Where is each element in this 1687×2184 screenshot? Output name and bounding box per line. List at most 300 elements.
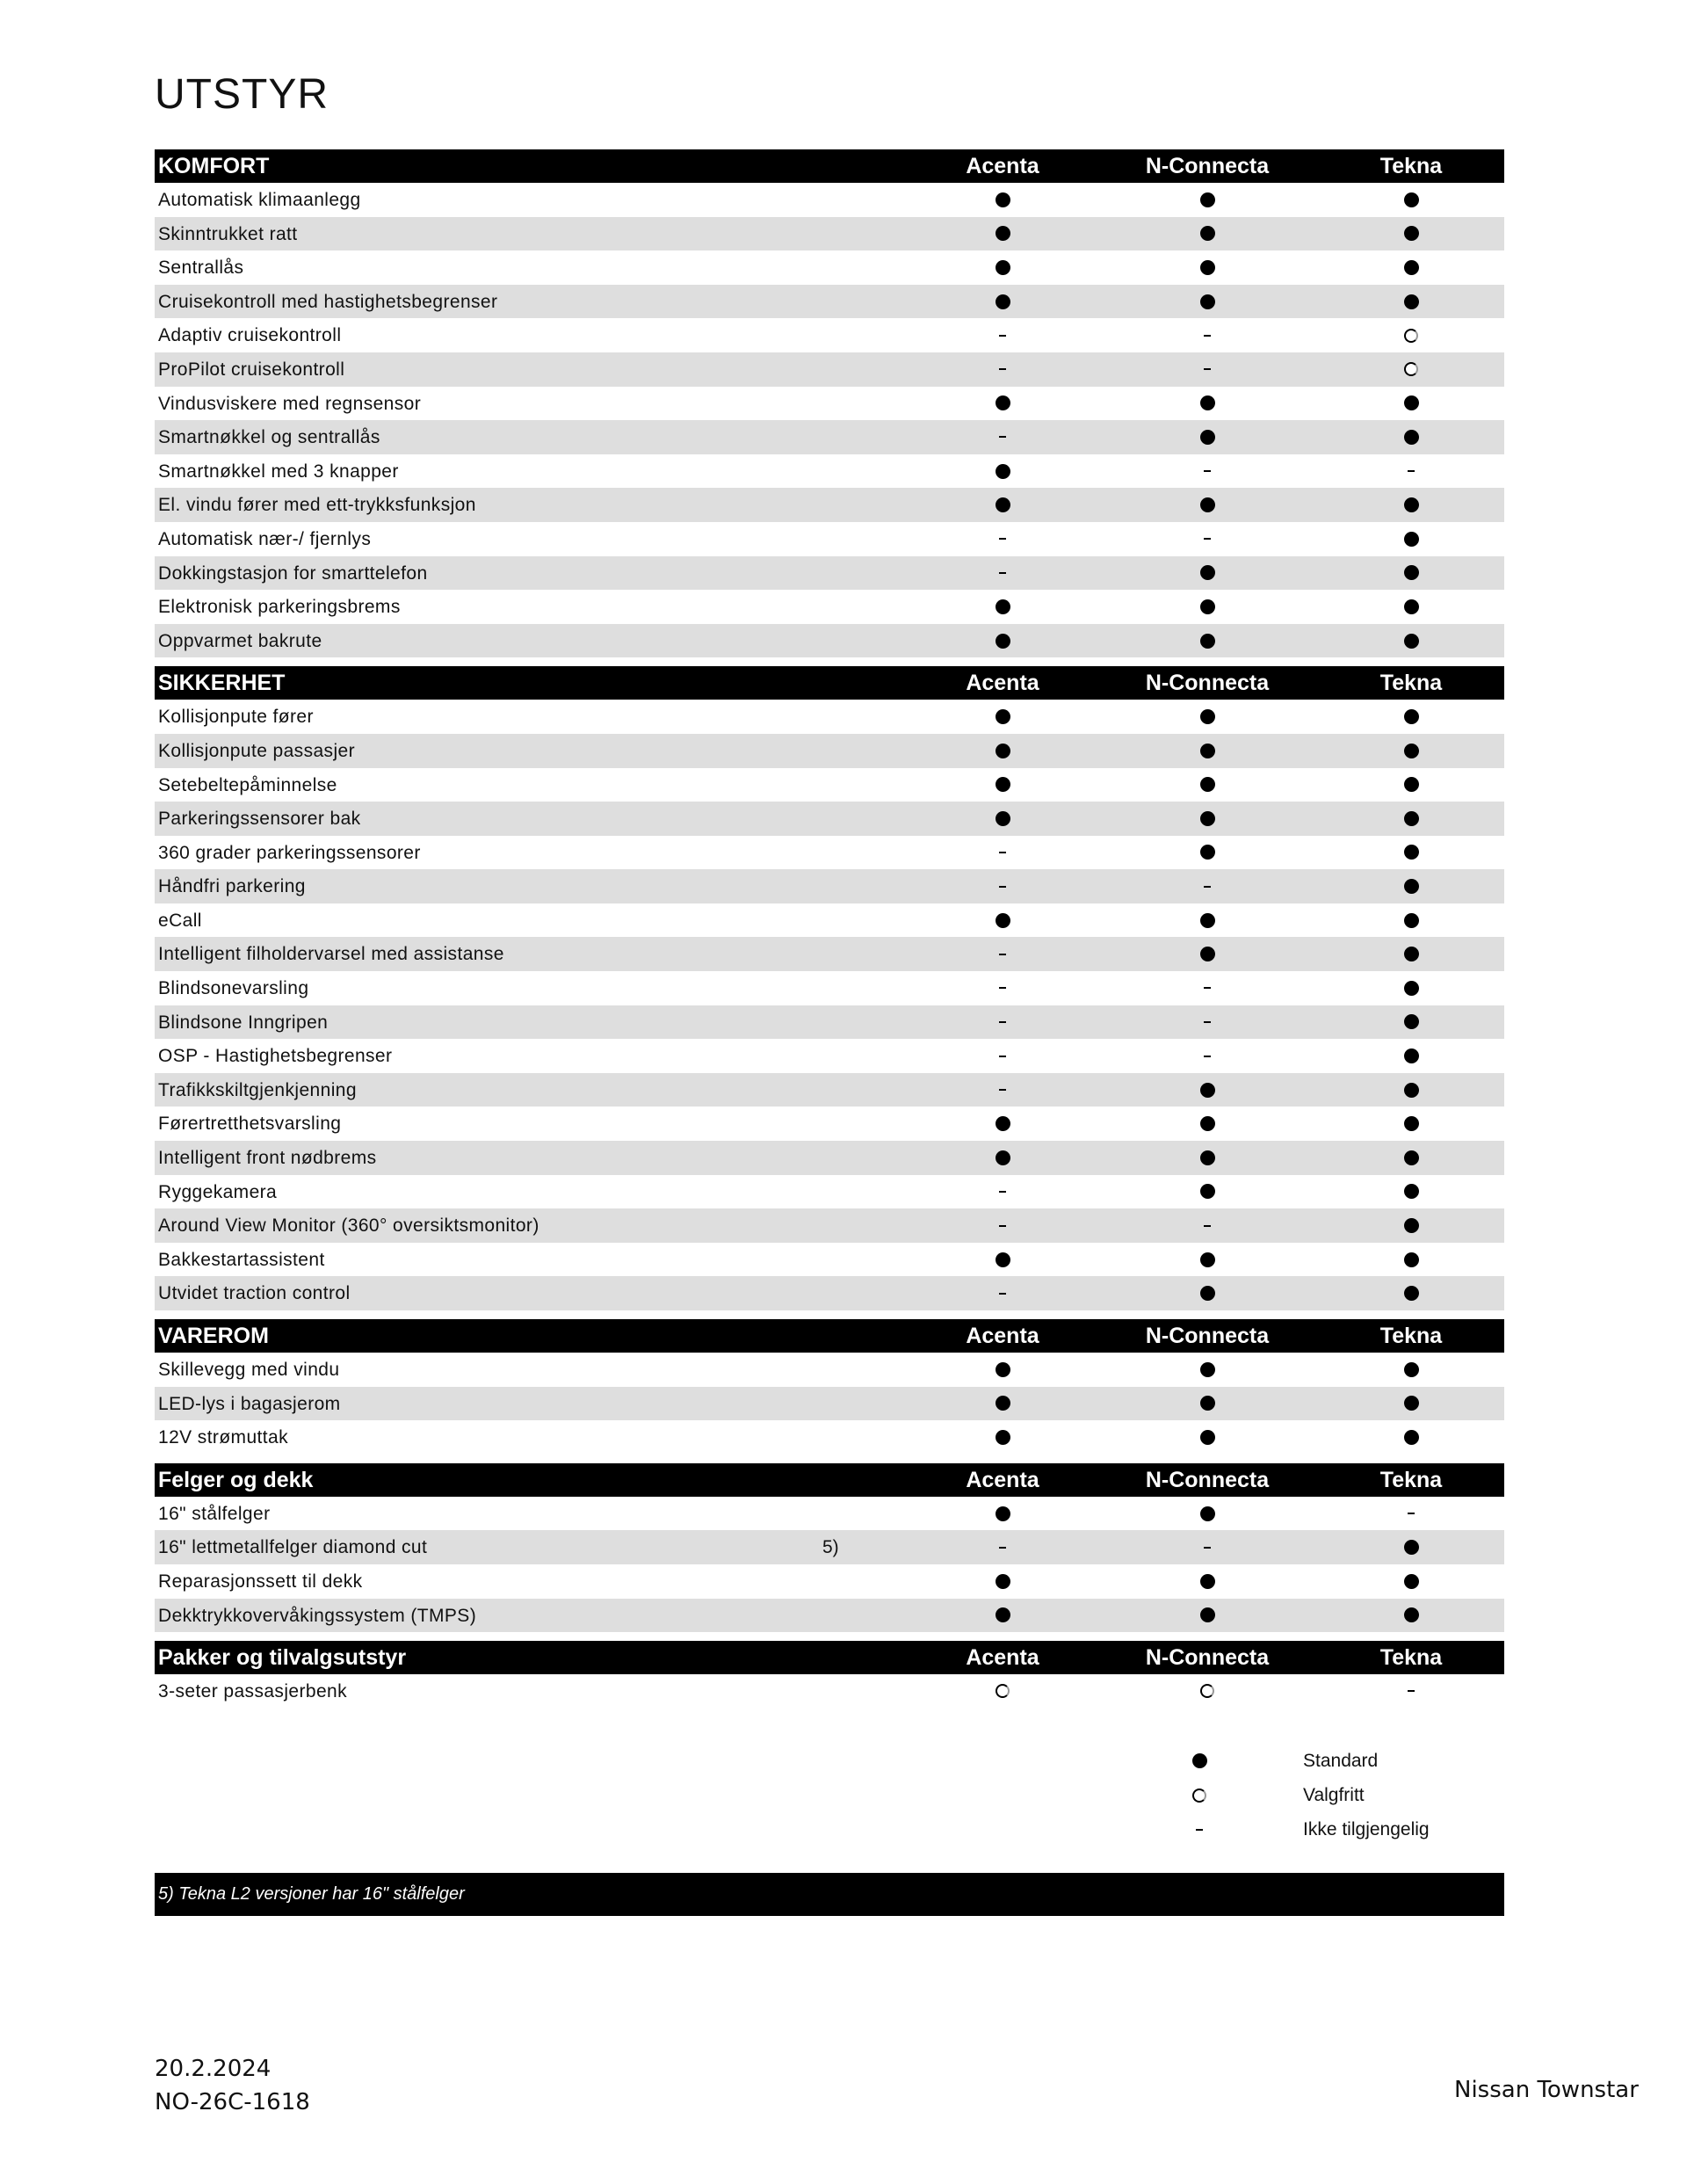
availability-cell: [928, 836, 1077, 870]
availability-cell: [1336, 1005, 1486, 1040]
availability-cell: [1128, 1353, 1286, 1387]
standard-icon: [1404, 1540, 1419, 1555]
standard-icon: [996, 1607, 1010, 1622]
availability-cell: [928, 352, 1077, 387]
standard-icon: [1404, 1014, 1419, 1029]
standard-icon: [1404, 226, 1419, 241]
table-row: [155, 1420, 1504, 1455]
na-icon: [999, 436, 1006, 438]
standard-icon: [1200, 1430, 1215, 1445]
availability-cell: [928, 318, 1077, 352]
section-title: Felger og dekk: [158, 1467, 314, 1492]
table-row: [155, 488, 1504, 522]
table-row: [155, 352, 1504, 387]
availability-cell: [1336, 1276, 1486, 1310]
availability-cell: [928, 1564, 1077, 1599]
na-icon: [1204, 1056, 1211, 1057]
availability-cell: [928, 1530, 1077, 1564]
column-header: Acenta: [966, 671, 1039, 696]
legend-mark: [1184, 1744, 1214, 1778]
availability-cell: [1336, 352, 1486, 387]
table-row: [155, 869, 1504, 903]
availability-cell: [1336, 1243, 1486, 1277]
standard-icon: [1200, 1574, 1215, 1589]
feature-label: Automatisk nær-/ fjernlys: [158, 528, 372, 549]
feature-label: El. vindu fører med ett-trykksfunksjon: [158, 495, 476, 516]
section: [155, 666, 1504, 1310]
availability-cell: [1128, 1420, 1286, 1455]
section-title: Pakker og tilvalgsutstyr: [158, 1645, 407, 1671]
feature-note: 5): [822, 1537, 839, 1558]
standard-icon: [1404, 430, 1419, 445]
availability-cell: [1128, 1107, 1286, 1141]
standard-icon: [996, 709, 1010, 724]
legend-item: [1142, 1812, 1511, 1847]
na-icon: [1204, 1547, 1211, 1549]
availability-cell: [1128, 1276, 1286, 1310]
page-title: UTSTYR: [155, 71, 329, 118]
availability-cell: [928, 1276, 1077, 1310]
column-header: Acenta: [966, 1467, 1039, 1492]
feature-label: Cruisekontroll med hastighetsbegrenser: [158, 291, 498, 312]
table-row: [155, 802, 1504, 836]
availability-cell: [1128, 734, 1286, 768]
na-icon: [1204, 368, 1211, 370]
standard-icon: [996, 777, 1010, 792]
standard-icon: [1404, 634, 1419, 649]
table-row: [155, 1564, 1504, 1599]
table-row: [155, 1073, 1504, 1107]
na-icon: [999, 886, 1006, 888]
availability-cell: [1128, 802, 1286, 836]
table-row: [155, 700, 1504, 734]
availability-cell: [1128, 903, 1286, 938]
availability-cell: [1128, 1530, 1286, 1564]
availability-cell: [928, 1497, 1077, 1531]
na-icon: [999, 1089, 1006, 1091]
column-header: Tekna: [1379, 671, 1443, 696]
feature-label: Setebeltepåminnelse: [158, 774, 337, 795]
availability-cell: [1128, 1599, 1286, 1633]
table-row: [155, 1530, 1504, 1564]
feature-label: 360 grader parkeringssensorer: [158, 842, 421, 863]
na-icon: [1204, 538, 1211, 540]
availability-cell: [1336, 1674, 1486, 1709]
standard-icon: [1404, 811, 1419, 826]
standard-icon: [1404, 845, 1419, 860]
column-header: N-Connecta: [1145, 671, 1270, 696]
feature-label: Vindusviskere med regnsensor: [158, 393, 422, 414]
section-header: [155, 666, 1504, 700]
table-row: [155, 1039, 1504, 1073]
table-row: [155, 1353, 1504, 1387]
standard-icon: [1200, 565, 1215, 580]
standard-icon: [1404, 1396, 1419, 1411]
availability-cell: [1128, 318, 1286, 352]
feature-label: Håndfri parkering: [158, 876, 306, 897]
availability-cell: [928, 454, 1077, 489]
standard-icon: [1200, 1083, 1215, 1098]
standard-icon: [1404, 1083, 1419, 1098]
feature-label: 3-seter passasjerbenk: [158, 1681, 348, 1702]
standard-icon: [996, 294, 1010, 309]
feature-label: Skillevegg med vindu: [158, 1360, 340, 1380]
availability-cell: [928, 1674, 1077, 1709]
feature-label: Adaptiv cruisekontroll: [158, 325, 342, 346]
standard-icon: [1200, 1286, 1215, 1301]
availability-cell: [928, 937, 1077, 971]
standard-icon: [996, 1506, 1010, 1521]
na-icon: [1204, 1021, 1211, 1023]
feature-label: Ryggekamera: [158, 1181, 278, 1202]
feature-label: Parkeringssensorer bak: [158, 809, 361, 830]
na-icon: [1204, 886, 1211, 888]
standard-icon: [1404, 1574, 1419, 1589]
feature-label: Bakkestartassistent: [158, 1249, 325, 1270]
availability-cell: [1128, 454, 1286, 489]
feature-label: Smartnøkkel med 3 knapper: [158, 461, 399, 482]
table-row: [155, 590, 1504, 624]
availability-cell: [1336, 522, 1486, 556]
standard-icon: [996, 1150, 1010, 1165]
standard-icon: [1200, 192, 1215, 207]
feature-label: Førertretthetsvarsling: [158, 1114, 342, 1135]
table-row: [155, 318, 1504, 352]
feature-label: Elektronisk parkeringsbrems: [158, 597, 401, 618]
availability-cell: [928, 1005, 1077, 1040]
feature-label: Skinntrukket ratt: [158, 223, 298, 244]
availability-cell: [1336, 318, 1486, 352]
availability-cell: [928, 488, 1077, 522]
availability-cell: [1128, 522, 1286, 556]
standard-icon: [1200, 845, 1215, 860]
availability-cell: [928, 250, 1077, 285]
optional-icon: [1192, 1789, 1206, 1803]
table-row: [155, 1107, 1504, 1141]
column-header: Tekna: [1379, 1467, 1443, 1492]
availability-cell: [1336, 387, 1486, 421]
availability-cell: [1128, 250, 1286, 285]
standard-icon: [1404, 1286, 1419, 1301]
standard-icon: [996, 226, 1010, 241]
availability-cell: [928, 556, 1077, 591]
na-icon: [1408, 1690, 1415, 1692]
standard-icon: [1200, 1150, 1215, 1165]
legend-mark: [1184, 1778, 1214, 1812]
feature-label: OSP - Hastighetsbegrenser: [158, 1046, 393, 1067]
availability-cell: [1128, 1387, 1286, 1421]
section-gap: [155, 657, 1504, 666]
na-icon: [999, 987, 1006, 989]
availability-cell: [928, 869, 1077, 903]
standard-icon: [1200, 1396, 1215, 1411]
availability-cell: [1336, 1073, 1486, 1107]
legend-label: Ikke tilgjengelig: [1303, 1819, 1430, 1839]
column-header: Acenta: [966, 1645, 1039, 1671]
table-row: [155, 734, 1504, 768]
availability-cell: [1128, 624, 1286, 658]
na-icon: [999, 1293, 1006, 1295]
feature-label: Blindsone Inngripen: [158, 1012, 329, 1033]
standard-icon: [996, 634, 1010, 649]
availability-cell: [1336, 590, 1486, 624]
availability-cell: [1128, 1243, 1286, 1277]
na-icon: [1204, 987, 1211, 989]
availability-cell: [1336, 250, 1486, 285]
na-icon: [1408, 1513, 1415, 1514]
section-header: [155, 149, 1504, 183]
standard-icon: [1200, 497, 1215, 512]
availability-cell: [1128, 1039, 1286, 1073]
section-header: [155, 1641, 1504, 1674]
standard-icon: [1404, 947, 1419, 961]
section-title: VAREROM: [158, 1324, 269, 1348]
availability-cell: [1128, 1674, 1286, 1709]
column-header: Tekna: [1379, 1324, 1443, 1348]
availability-cell: [1128, 1141, 1286, 1175]
table-row: [155, 556, 1504, 591]
availability-cell: [1336, 420, 1486, 454]
standard-icon: [1200, 430, 1215, 445]
na-icon: [999, 538, 1006, 540]
section: [155, 149, 1504, 657]
standard-icon: [1404, 565, 1419, 580]
standard-icon: [1200, 260, 1215, 275]
section-gap: [155, 1455, 1504, 1463]
availability-cell: [1336, 1208, 1486, 1243]
availability-cell: [1336, 285, 1486, 319]
availability-cell: [928, 420, 1077, 454]
availability-cell: [1336, 1353, 1486, 1387]
availability-cell: [928, 217, 1077, 251]
standard-icon: [1200, 777, 1215, 792]
standard-icon: [1404, 744, 1419, 758]
section: [155, 1463, 1504, 1632]
optional-icon: [1200, 1684, 1214, 1698]
standard-icon: [1404, 777, 1419, 792]
footer-date: 20.2.2024: [155, 2056, 272, 2082]
standard-icon: [1404, 1218, 1419, 1233]
legend: [1142, 1744, 1511, 1847]
availability-cell: [1336, 1387, 1486, 1421]
table-row: [155, 217, 1504, 251]
availability-cell: [928, 734, 1077, 768]
standard-icon: [1404, 532, 1419, 547]
legend-mark: [1184, 1812, 1214, 1847]
availability-cell: [928, 1141, 1077, 1175]
availability-cell: [1128, 1073, 1286, 1107]
availability-cell: [1336, 734, 1486, 768]
availability-cell: [1128, 352, 1286, 387]
availability-cell: [928, 590, 1077, 624]
availability-cell: [1336, 903, 1486, 938]
table-row: [155, 1674, 1504, 1709]
availability-cell: [1336, 488, 1486, 522]
footer-brand: Nissan Townstar: [1454, 2077, 1639, 2103]
column-header: Acenta: [966, 1324, 1039, 1348]
availability-cell: [1336, 1175, 1486, 1209]
standard-icon: [1404, 709, 1419, 724]
na-icon: [999, 1191, 1006, 1193]
availability-cell: [1128, 285, 1286, 319]
standard-icon: [1404, 294, 1419, 309]
column-header: Acenta: [966, 154, 1039, 178]
availability-cell: [928, 522, 1077, 556]
table-row: [155, 1387, 1504, 1421]
availability-cell: [928, 1243, 1077, 1277]
feature-label: Trafikkskiltgjenkjenning: [158, 1079, 357, 1100]
na-icon: [1196, 1829, 1203, 1831]
table-row: [155, 937, 1504, 971]
section-header: [155, 1319, 1504, 1353]
na-icon: [999, 852, 1006, 853]
standard-icon: [1200, 634, 1215, 649]
availability-cell: [928, 802, 1077, 836]
standard-icon: [1200, 744, 1215, 758]
feature-label: Kollisjonpute fører: [158, 707, 314, 728]
availability-cell: [1128, 1005, 1286, 1040]
table-row: [155, 454, 1504, 489]
standard-icon: [1404, 260, 1419, 275]
feature-label: Smartnøkkel og sentrallås: [158, 427, 380, 448]
standard-icon: [996, 744, 1010, 758]
footnote-bar: [155, 1873, 1504, 1916]
section-gap: [155, 1632, 1504, 1641]
feature-label: eCall: [158, 910, 202, 931]
availability-cell: [1128, 1564, 1286, 1599]
footnote-text: 5) Tekna L2 versjoner har 16" stålfelger: [158, 1884, 465, 1904]
na-icon: [999, 572, 1006, 574]
na-icon: [999, 368, 1006, 370]
standard-icon: [996, 395, 1010, 410]
feature-label: ProPilot cruisekontroll: [158, 359, 345, 380]
legend-item: [1142, 1744, 1511, 1778]
standard-icon: [1200, 395, 1215, 410]
availability-cell: [1336, 802, 1486, 836]
equipment-table: [155, 149, 1504, 1709]
standard-icon: [1200, 294, 1215, 309]
feature-label: Automatisk klimaanlegg: [158, 190, 361, 210]
table-row: [155, 836, 1504, 870]
availability-cell: [928, 387, 1077, 421]
standard-icon: [1200, 709, 1215, 724]
availability-cell: [1128, 1175, 1286, 1209]
standard-icon: [1200, 1607, 1215, 1622]
availability-cell: [928, 1599, 1077, 1633]
availability-cell: [1128, 488, 1286, 522]
feature-label: Blindsonevarsling: [158, 978, 309, 999]
availability-cell: [1336, 768, 1486, 802]
table-row: [155, 624, 1504, 658]
feature-label: 12V strømuttak: [158, 1427, 288, 1448]
column-header: Tekna: [1379, 154, 1443, 178]
standard-icon: [1404, 1150, 1419, 1165]
standard-icon: [1200, 1252, 1215, 1267]
feature-label: LED-lys i bagasjerom: [158, 1393, 341, 1414]
section-title: KOMFORT: [158, 154, 270, 178]
availability-cell: [928, 1387, 1077, 1421]
column-header: Tekna: [1379, 1645, 1443, 1671]
availability-cell: [1128, 836, 1286, 870]
standard-icon: [1200, 599, 1215, 614]
table-row: [155, 1005, 1504, 1040]
section-gap: [155, 1310, 1504, 1319]
availability-cell: [928, 1420, 1077, 1455]
availability-cell: [1336, 454, 1486, 489]
standard-icon: [996, 1396, 1010, 1411]
column-header: N-Connecta: [1145, 1645, 1270, 1671]
na-icon: [999, 1056, 1006, 1057]
standard-icon: [996, 1252, 1010, 1267]
availability-cell: [1128, 590, 1286, 624]
feature-label: Oppvarmet bakrute: [158, 630, 322, 651]
availability-cell: [928, 700, 1077, 734]
column-header: N-Connecta: [1145, 154, 1270, 178]
feature-label: Intelligent front nødbrems: [158, 1148, 377, 1169]
standard-icon: [1200, 947, 1215, 961]
table-row: [155, 1497, 1504, 1531]
availability-cell: [928, 624, 1077, 658]
availability-cell: [1128, 937, 1286, 971]
na-icon: [999, 335, 1006, 337]
section: [155, 1641, 1504, 1709]
availability-cell: [928, 768, 1077, 802]
standard-icon: [996, 1116, 1010, 1131]
availability-cell: [928, 183, 1077, 217]
na-icon: [999, 954, 1006, 955]
feature-label: Reparasjonssett til dekk: [158, 1571, 363, 1592]
availability-cell: [1128, 387, 1286, 421]
standard-icon: [1404, 1116, 1419, 1131]
standard-icon: [996, 913, 1010, 928]
optional-icon: [1404, 329, 1418, 343]
standard-icon: [1404, 1362, 1419, 1377]
table-row: [155, 387, 1504, 421]
table-row: [155, 1141, 1504, 1175]
availability-cell: [1336, 869, 1486, 903]
standard-icon: [996, 1574, 1010, 1589]
standard-icon: [1404, 1252, 1419, 1267]
standard-icon: [1404, 1048, 1419, 1063]
availability-cell: [928, 285, 1077, 319]
na-icon: [999, 1547, 1006, 1549]
availability-cell: [1128, 1497, 1286, 1531]
standard-icon: [1200, 1116, 1215, 1131]
table-row: [155, 1276, 1504, 1310]
availability-cell: [1336, 1530, 1486, 1564]
standard-icon: [1200, 1362, 1215, 1377]
availability-cell: [1336, 183, 1486, 217]
standard-icon: [996, 497, 1010, 512]
legend-label: Standard: [1303, 1751, 1379, 1771]
table-row: [155, 183, 1504, 217]
table-row: [155, 903, 1504, 938]
table-row: [155, 420, 1504, 454]
availability-cell: [1128, 556, 1286, 591]
availability-cell: [1336, 1564, 1486, 1599]
availability-cell: [1336, 836, 1486, 870]
availability-cell: [1128, 217, 1286, 251]
feature-label: Around View Monitor (360° oversiktsmonitor): [158, 1215, 539, 1237]
availability-cell: [1336, 1599, 1486, 1633]
availability-cell: [1128, 1208, 1286, 1243]
standard-icon: [1404, 913, 1419, 928]
feature-label: Utvidet traction control: [158, 1283, 351, 1304]
availability-cell: [1336, 1420, 1486, 1455]
availability-cell: [1336, 217, 1486, 251]
availability-cell: [1336, 1141, 1486, 1175]
table-row: [155, 285, 1504, 319]
